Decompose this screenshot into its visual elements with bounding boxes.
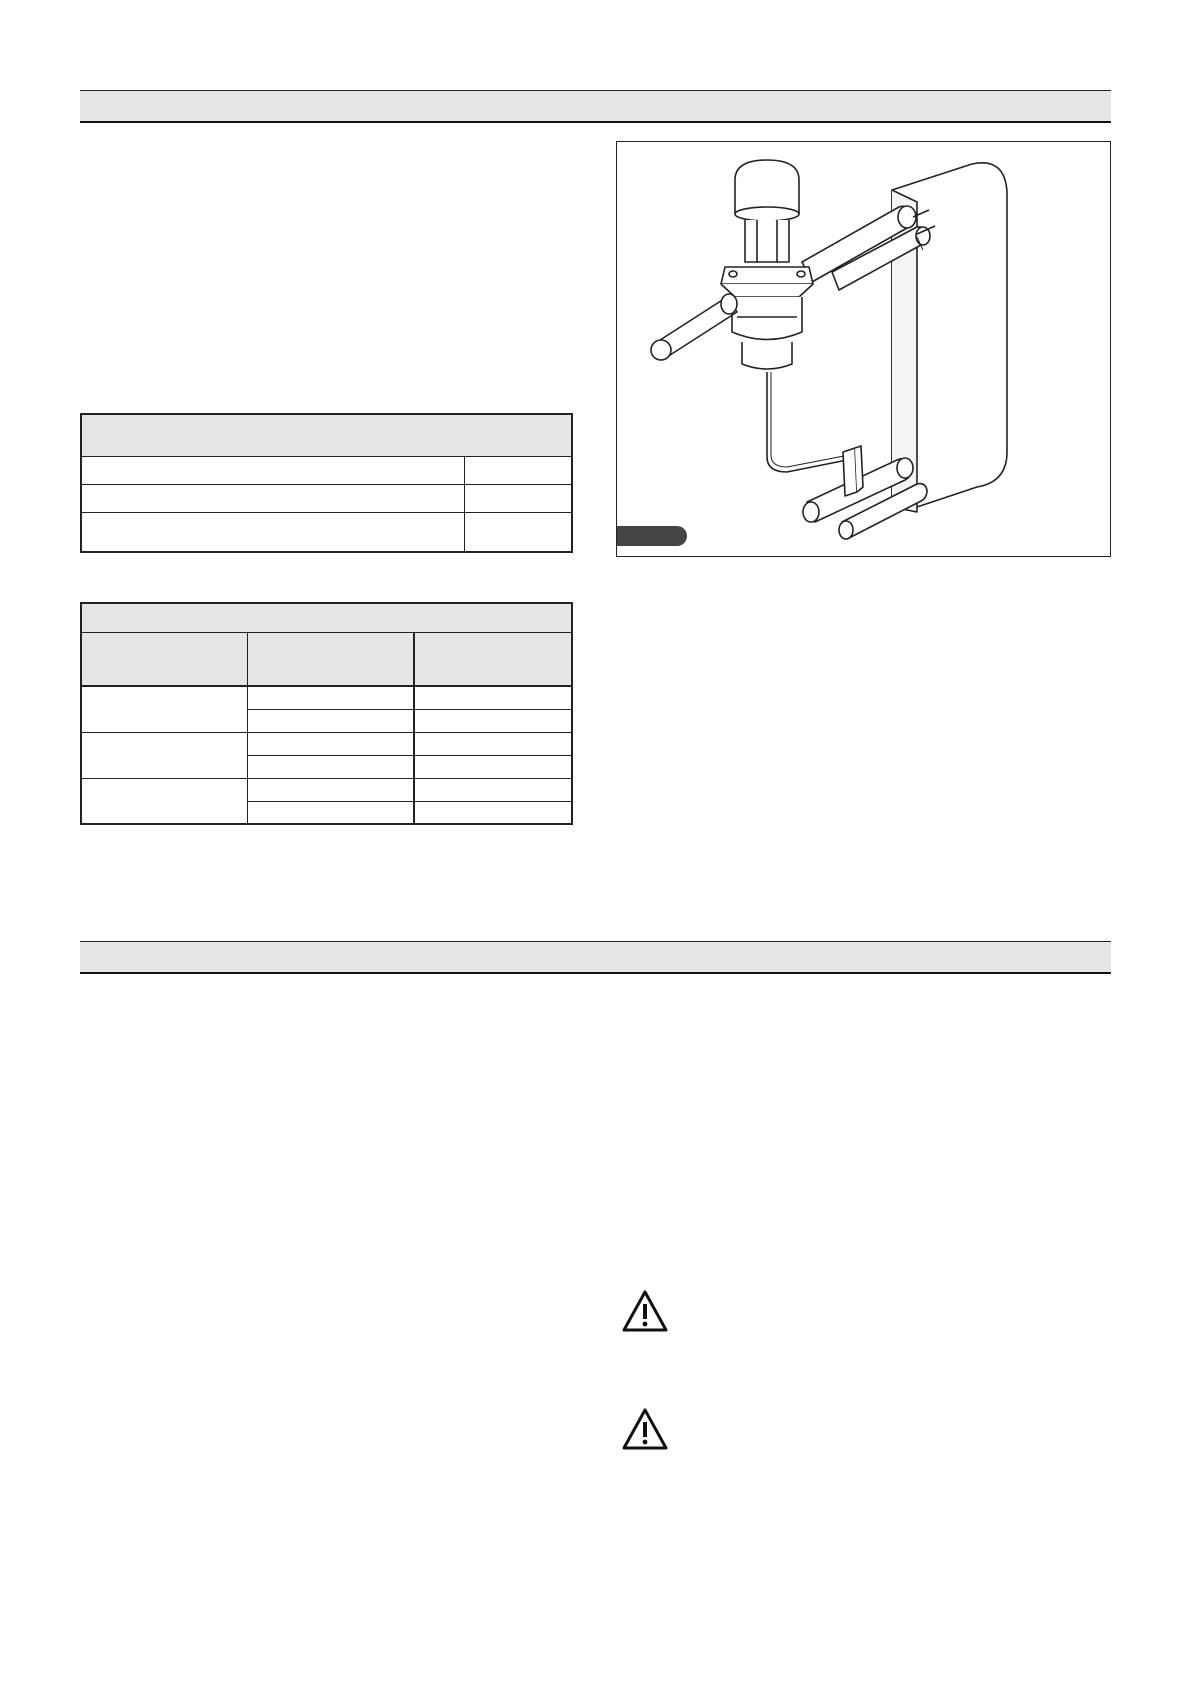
spec-table-2-cell — [414, 801, 572, 824]
spec-table-2-cell — [414, 686, 572, 709]
spec-table-2-cell — [414, 755, 572, 778]
section-header-1 — [80, 90, 1111, 123]
warning-triangle-icon — [620, 1288, 670, 1334]
spec-table-2-cell — [248, 709, 415, 732]
spec-table-2-cell — [248, 686, 415, 709]
spec-table-2-title — [81, 603, 572, 632]
spec-table-1 — [80, 413, 573, 553]
spec-table-2-cell — [248, 755, 415, 778]
spec-table-2-col-header — [414, 632, 572, 686]
spec-table-2-cell — [248, 732, 415, 755]
spec-table-2-group-label — [81, 732, 248, 778]
spec-table-2-col-header — [248, 632, 415, 686]
spec-table-2-group-label — [81, 778, 248, 824]
spec-table-2-cell — [414, 732, 572, 755]
spec-table-1-value — [465, 456, 573, 484]
spec-table-2-cell — [248, 801, 415, 824]
spec-table-1-label — [81, 512, 465, 552]
spec-table-2 — [80, 602, 573, 825]
spec-table-1-value — [465, 512, 573, 552]
spec-table-1-header — [81, 414, 572, 456]
valve-installation-figure — [616, 141, 1111, 557]
spec-table-2-col-header — [81, 632, 248, 686]
spec-table-2-group-label — [81, 686, 248, 732]
section-header-2 — [80, 941, 1111, 974]
spec-table-1-label — [81, 456, 465, 484]
spec-table-2-cell — [414, 709, 572, 732]
figure-tag — [616, 526, 687, 546]
valve-heat-exchanger-drawing — [617, 142, 1111, 557]
spec-table-2-cell — [414, 778, 572, 801]
spec-table-2-cell — [248, 778, 415, 801]
spec-table-1-value — [465, 484, 573, 512]
spec-table-1-label — [81, 484, 465, 512]
warning-triangle-icon — [620, 1406, 670, 1452]
